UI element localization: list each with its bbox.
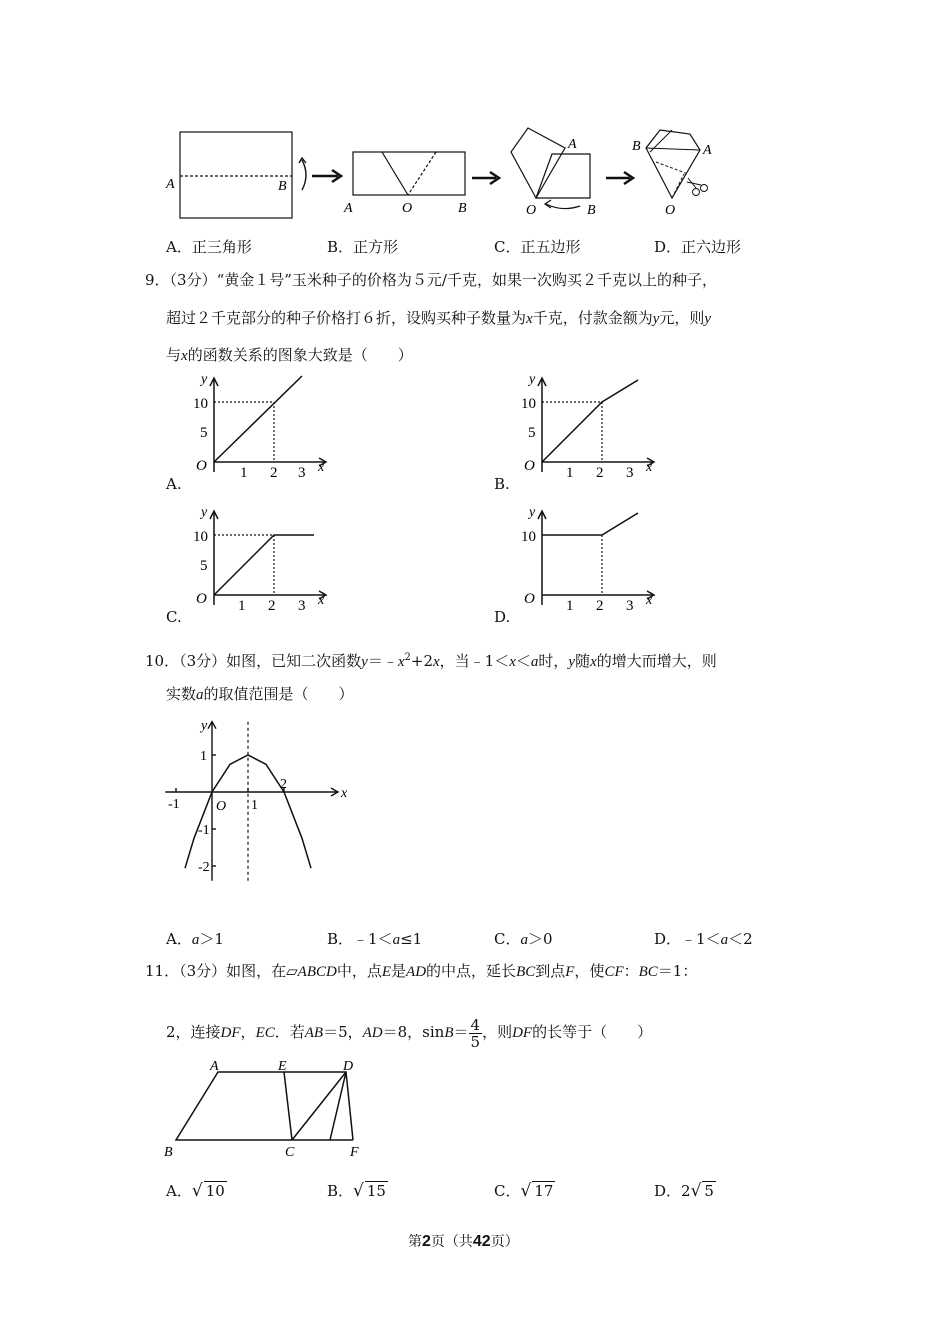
svg-text:1: 1	[566, 465, 574, 481]
q11-label-d: D	[343, 1059, 354, 1074]
sqrt-icon: √	[690, 1181, 702, 1201]
svg-text:x: x	[646, 593, 653, 608]
q8-option-b[interactable]: B．正方形	[327, 238, 399, 256]
q10-x-tick-neg1: -1	[168, 797, 180, 812]
svg-text:1: 1	[566, 598, 574, 614]
q9-graph-d[interactable]	[518, 505, 668, 614]
q10-option-d[interactable]: D．﹣1＜a＜2	[654, 930, 753, 948]
q9-graph-c-letter[interactable]: C.	[166, 608, 182, 626]
svg-text:2: 2	[270, 465, 278, 481]
svg-text:10: 10	[193, 529, 208, 545]
svg-text:1: 1	[238, 598, 246, 614]
q11-label-c: C	[285, 1145, 295, 1160]
q9-stem-line3: 与x的函数关系的图象大致是（ ）	[166, 346, 413, 364]
fold-step3-label-o: O	[526, 203, 537, 218]
q8-option-d[interactable]: D．正六边形	[654, 238, 742, 256]
fold-step3-pentagon	[511, 128, 565, 198]
scissors-icon	[687, 178, 708, 196]
q9-stem-line1: 9．（3分）“黄金１号”玉米种子的价格为５元/千克，如果一次购买２千克以上的种子，	[145, 271, 717, 289]
svg-text:2: 2	[596, 598, 604, 614]
fold-step2-label-b: B	[458, 201, 467, 216]
fold-step1-label-b: B	[278, 179, 287, 194]
q11-label-e: E	[278, 1059, 287, 1074]
svg-text:2: 2	[268, 598, 276, 614]
q11-option-a[interactable]: A．√ 10	[166, 1181, 225, 1201]
fold-step4-label-o: O	[665, 203, 676, 218]
q10-origin-label: O	[216, 799, 227, 814]
fold-step3-label-a: A	[568, 137, 577, 152]
q10-y-tick-neg1: -1	[198, 823, 210, 838]
fold-step4-label-a: A	[703, 143, 712, 158]
q10-x-tick-2: 2	[280, 777, 287, 792]
q11-sin-fraction: $\frac{4}{5}$	[470, 1015, 481, 1051]
q11-option-b[interactable]: B．√ 15	[327, 1181, 386, 1201]
q11-parallelogram	[176, 1072, 346, 1140]
fold-step2-label-o: O	[402, 201, 413, 216]
q9-graph-c[interactable]	[190, 505, 340, 614]
svg-text:O: O	[196, 458, 207, 474]
q11-label-f: F	[350, 1145, 359, 1160]
svg-text:5: 5	[200, 558, 208, 574]
fold-step4-label-b: B	[632, 139, 641, 154]
svg-text:O: O	[196, 591, 207, 607]
svg-text:O: O	[524, 458, 535, 474]
sqrt-icon: √	[353, 1181, 364, 1201]
q8-folding-figure	[160, 120, 740, 225]
q10-option-b[interactable]: B．﹣1＜a≤1	[327, 930, 423, 948]
page-total: 42	[472, 1233, 491, 1250]
q11-segment-df	[346, 1072, 353, 1140]
q10-y-tick-neg2: -2	[198, 860, 210, 875]
q10-y-tick-1: 1	[200, 749, 207, 764]
svg-text:2: 2	[596, 465, 604, 481]
svg-text:y: y	[529, 372, 536, 387]
fold-step1-label-a: A	[166, 177, 175, 192]
svg-text:10: 10	[521, 396, 536, 412]
svg-text:3: 3	[298, 465, 306, 481]
q10-parabola-chart	[160, 708, 348, 893]
svg-text:x: x	[646, 460, 653, 475]
svg-text:3: 3	[626, 465, 634, 481]
svg-text:y: y	[201, 505, 208, 520]
svg-text:3: 3	[298, 598, 306, 614]
fold-step2-label-a: A	[344, 201, 353, 216]
q9-graph-b[interactable]	[518, 372, 668, 481]
fold-step3-rotate-arrow	[546, 204, 580, 209]
q9-graph-a-letter[interactable]: A.	[166, 475, 182, 493]
q9-graph-d-letter[interactable]: D.	[494, 608, 511, 626]
q9-stem-line2: 超过２千克部分的种子价格打６折，设购买种子数量为x千克，付款金额为y元，则y	[166, 309, 712, 327]
q10-stem-line2: 实数a的取值范围是（ ）	[166, 685, 354, 703]
q8-option-c[interactable]: C．正五边形	[494, 238, 581, 256]
fold-step1-rect	[180, 132, 292, 218]
svg-text:3: 3	[626, 598, 634, 614]
q9-graph-b-letter[interactable]: B.	[494, 475, 510, 493]
q9-graph-a[interactable]	[190, 372, 340, 481]
q10-y-label: y	[201, 718, 208, 734]
q11-stem-line2: 2，连接DF，EC．若AB＝5，AD＝8，sinB＝ $\frac{4}{5}$ ，则DF的长等于（ ）	[166, 1015, 653, 1051]
q11-label-b: B	[164, 1145, 173, 1160]
q10-x-label: x	[341, 786, 348, 801]
svg-text:y: y	[529, 505, 536, 520]
q10-x-tick-1: 1	[251, 798, 258, 813]
svg-text:x: x	[318, 460, 325, 475]
fold-step4-shape	[646, 130, 700, 198]
svg-text:1: 1	[240, 465, 248, 481]
svg-text:5: 5	[200, 425, 208, 441]
fold-step3-label-b: B	[587, 203, 596, 218]
q10-stem-line1: 10．（3分）如图，已知二次函数$y=﹣x^2+2x$，当﹣1＜x＜a时，y随x的增大而增大，则	[145, 652, 717, 670]
q11-option-c[interactable]: C．√ 17	[494, 1181, 554, 1201]
fold-curl-arrow	[302, 160, 306, 190]
q10-option-c[interactable]: C．a＞0	[494, 930, 553, 948]
svg-text:x: x	[318, 593, 325, 608]
sqrt-icon: √	[520, 1181, 532, 1201]
svg-text:10: 10	[193, 396, 208, 412]
svg-text:y: y	[201, 372, 208, 387]
q10-option-a[interactable]: A．a＞1	[166, 930, 224, 948]
q11-segment-ec	[284, 1072, 292, 1140]
q11-stem-line1: 11．（3分）如图，在▱ABCD中，点E是AD的中点，延长BC到点F，使CF：BC＝1：	[145, 962, 698, 980]
svg-text:5: 5	[528, 425, 536, 441]
page-footer: 第2页（共42页）	[408, 1233, 519, 1250]
svg-text:O: O	[524, 591, 535, 607]
sqrt-icon: √	[191, 1181, 203, 1201]
q11-parallelogram-figure	[160, 1059, 370, 1162]
fold-step2-rect	[353, 152, 465, 195]
q11-option-d[interactable]: D．2√ 5	[654, 1181, 714, 1201]
q8-option-a[interactable]: A．正三角形	[166, 238, 252, 256]
svg-text:10: 10	[521, 529, 536, 545]
page-number: 2	[422, 1233, 431, 1250]
q11-label-a: A	[210, 1059, 219, 1074]
